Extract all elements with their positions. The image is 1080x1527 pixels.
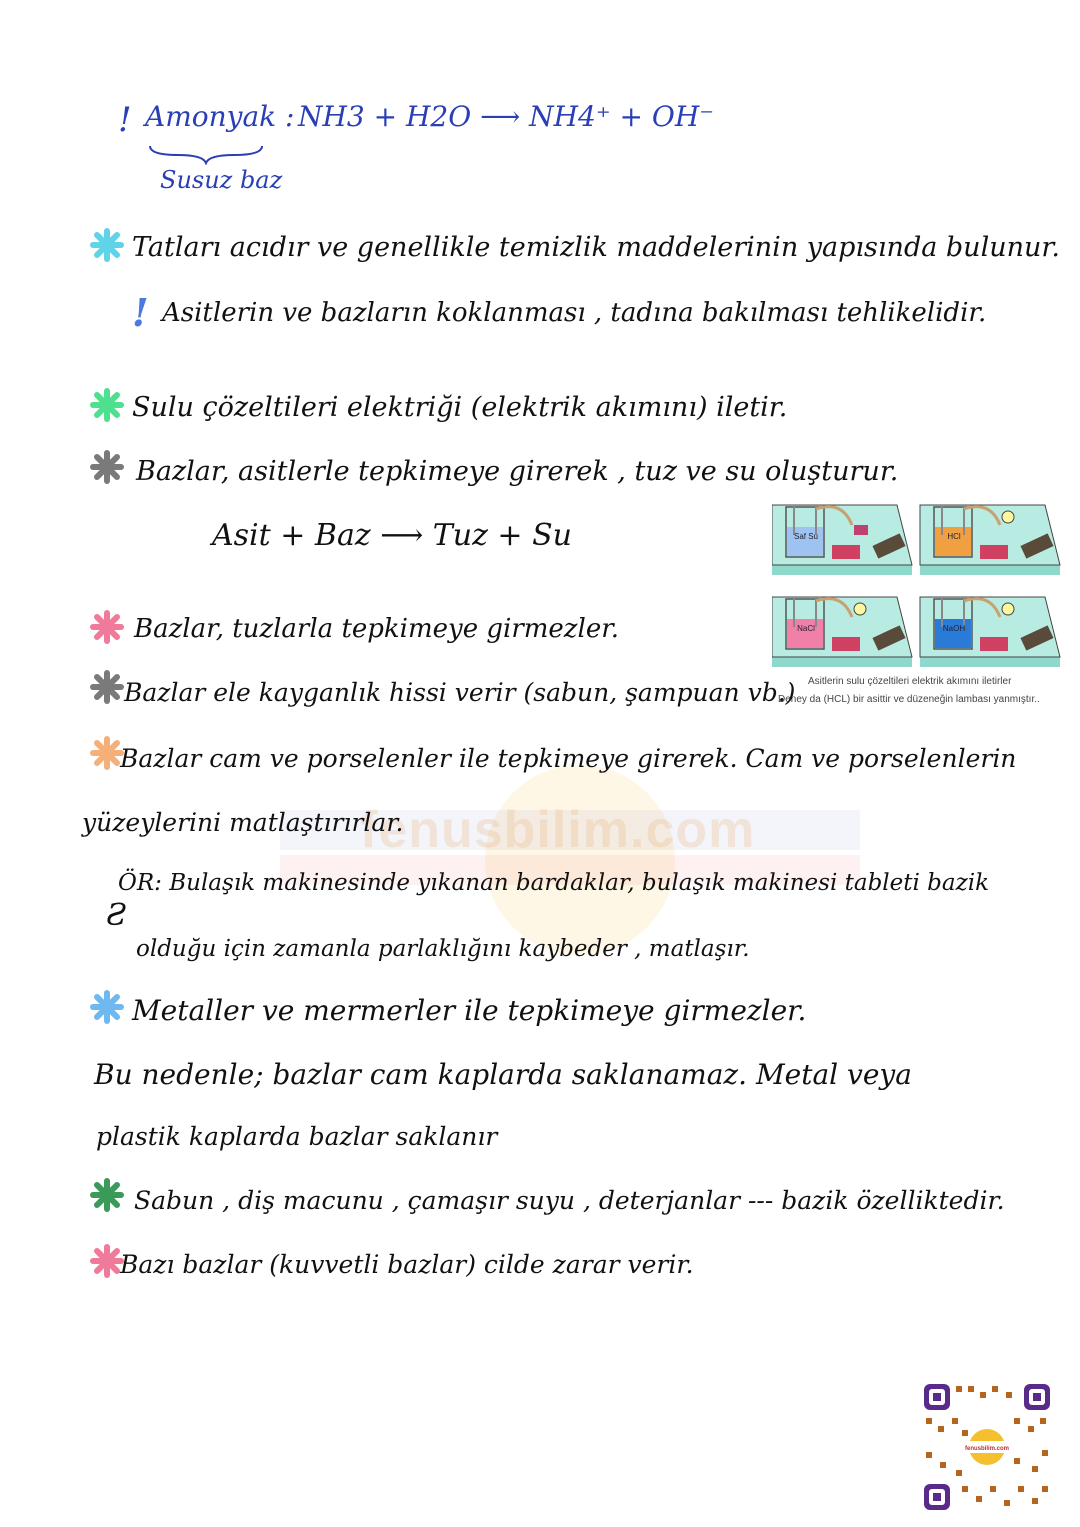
experiment-caption-1: Asitlerin sulu çözeltileri elektrik akımını iletirler (808, 676, 1012, 687)
text-example-2: olduğu için zamanla parlaklığını kaybeder , matlaşır. (136, 936, 750, 962)
text-storage-1: Bu nedenle; bazlar cam kaplarda saklanamaz. Metal veya (94, 1058, 912, 1091)
qr-code[interactable] (922, 1382, 1052, 1512)
text-warning: Asitlerin ve bazların koklanması , tadına bakılması tehlikelidir. (162, 298, 987, 328)
text-example-1: ÖR: Bulaşık makinesinde yıkanan bardaklar, bulaşık makinesi tableti bazik (118, 870, 990, 896)
ammonia-label: Amonyak : (145, 100, 295, 133)
text-glass-2: yüzeylerini matlaştırırlar. (82, 808, 404, 837)
ammonia-equation: NH3 + H2O ⟶ NH4⁺ + OH⁻ (298, 100, 715, 133)
warning-mark: ! (118, 100, 132, 140)
text-slippery: Bazlar ele kayganlık hissi verir (sabun, şampuan vb.) (124, 678, 796, 707)
star-icon (90, 670, 124, 704)
text-react-acid: Bazlar, asitlerle tepkimeye girerek , tuz ve su oluşturur. (136, 456, 899, 487)
text-glass-1: Bazlar cam ve porselenler ile tepkimeye girerek. Cam ve porselenlerin (120, 744, 1017, 773)
watermark-logo (280, 760, 860, 960)
watermark-text: fenusbilim.com (360, 801, 756, 859)
experiment-caption-2: Deney da (HCL) bir asittir ve düzeneğin lambası yanmıştır.. (778, 694, 1040, 705)
experiment-illustration (772, 495, 1062, 675)
beaker-label-2: HCl (947, 532, 961, 541)
beaker-label-4: NaOH (942, 624, 966, 633)
reaction-equation: Asit + Baz ⟶ Tuz + Su (212, 518, 572, 553)
star-icon (90, 228, 124, 262)
star-icon (90, 736, 124, 770)
underbrace (148, 143, 264, 165)
star-icon (90, 990, 124, 1024)
star-icon (90, 610, 124, 644)
text-conduct: Sulu çözeltileri elektriği (elektrik akımını) iletir. (132, 392, 788, 423)
text-metals: Metaller ve mermerler ile tepkimeye girmezler. (132, 994, 807, 1027)
text-examples: Sabun , diş macunu , çamaşır suyu , deterjanlar --- bazik özelliktedir. (134, 1186, 1005, 1215)
qr-label: fenusbilim.com (964, 1446, 1010, 1452)
ammonia-note: Susuz baz (160, 166, 283, 194)
text-skin: Bazı bazlar (kuvvetli bazlar) cilde zarar verir. (120, 1250, 694, 1279)
star-icon (90, 1178, 124, 1212)
star-icon (90, 388, 124, 422)
text-salts: Bazlar, tuzlarla tepkimeye girmezler. (134, 614, 620, 644)
warn-icon: ! (132, 290, 149, 335)
text-storage-2: plastik kaplarda bazlar saklanır (96, 1122, 498, 1151)
star-icon (90, 450, 124, 484)
beaker-label-3: NaCl (797, 624, 815, 633)
text-taste: Tatları acıdır ve genellikle temizlik maddelerinin yapısında bulunur. (132, 232, 1060, 263)
beaker-label-1: Saf Su (793, 532, 819, 541)
star-icon (90, 1244, 124, 1278)
example-mark: Ƨ (106, 898, 127, 933)
